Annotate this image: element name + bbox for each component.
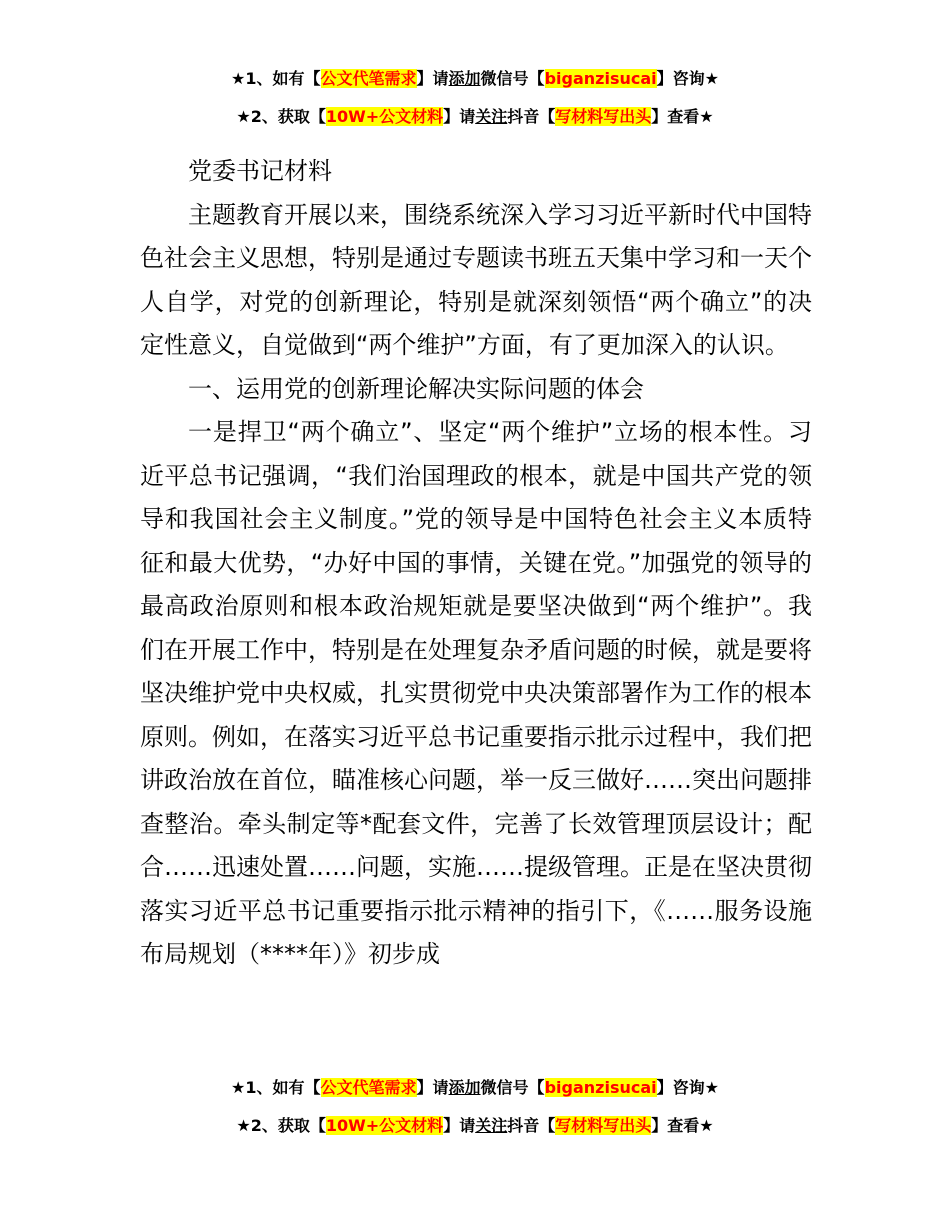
promo-text: 】请 — [443, 1116, 476, 1135]
promo-underlined: 添加 — [448, 69, 481, 88]
section-heading: 一、运用党的创新理论解决实际问题的体会 — [188, 374, 644, 403]
promo-text: 】请 — [443, 107, 476, 126]
document-title: 党委书记材料 — [188, 157, 332, 185]
promo-underlined: 关注 — [475, 1116, 508, 1135]
promo-text: 抖音【 — [507, 1116, 556, 1135]
header-promo-line-2 — [0, 107, 950, 127]
footer-promo-line-2 — [0, 1116, 950, 1136]
promo-highlight: biganzisucai — [544, 69, 657, 88]
promo-highlight: 公文代笔需求 — [320, 69, 417, 88]
promo-highlight: biganzisucai — [544, 1078, 657, 1097]
promo-text: 微信号【 — [480, 1078, 545, 1097]
promo-prefix: ★1、如有【 — [231, 69, 321, 88]
promo-suffix: 】查看★ — [651, 107, 714, 126]
promo-highlight: 写材料写出头 — [555, 107, 652, 126]
intro-paragraph: 主题教育开展以来，围绕系统深入学习习近平新时代中国特色社会主义思想，特别是通过专题读书班五天集中学习和一天个人自学，对党的创新理论，特别是就深刻领悟“两个确立”的决定性意义，自觉做到“两个维护”方面，有了更加深入的认识。 — [140, 200, 812, 359]
promo-text: 】请 — [416, 1078, 449, 1097]
promo-underlined: 关注 — [475, 107, 508, 126]
promo-text: 微信号【 — [480, 69, 545, 88]
body-paragraph: 一是捍卫“两个确立”、坚定“两个维护”立场的根本性。习近平总书记强调，“我们治国理政的根本，就是中国共产党的领导和我国社会主义制度。”党的领导是中国特色社会主义本质特征和最大优势，“办好中国的事情，关键在党。”加强党的领导的最高政治原则和根本政治规矩就是要坚决做到“两个维护”。我们在开展工作中，特别是在处理复杂矛盾问题的时候，就是要将坚决维护党中央权威，扎实贯彻党中央决策部署作为工作的根本原则。例如，在落实习近平总书记重要指示批示过程中，我们把讲政治放在首位，瞄准核心问题，举一反三做好……突出问题排查整治。牵头制定等*配套文件，完善了长效管理顶层设计；配合……迅速处置……问题，实施……提级管理。正是在坚决贯彻落实习近平总书记重要指示批示精神的指引下，《……服务设施布局规划（****年）》初步成 — [140, 418, 812, 968]
promo-highlight: 写材料写出头 — [555, 1116, 652, 1135]
promo-underlined: 添加 — [448, 1078, 481, 1097]
promo-prefix: ★2、获取【 — [236, 107, 326, 126]
promo-suffix: 】咨询★ — [656, 1078, 719, 1097]
promo-suffix: 】查看★ — [651, 1116, 714, 1135]
header-promo-line-1 — [0, 69, 950, 89]
document-body — [140, 150, 812, 977]
promo-highlight: 10W+公文材料 — [325, 1116, 444, 1135]
promo-highlight: 10W+公文材料 — [325, 107, 444, 126]
promo-text: 抖音【 — [507, 107, 556, 126]
promo-highlight: 公文代笔需求 — [320, 1078, 417, 1097]
promo-prefix: ★1、如有【 — [231, 1078, 321, 1097]
footer-promo-line-1 — [0, 1078, 950, 1098]
promo-text: 】请 — [416, 69, 449, 88]
promo-suffix: 】咨询★ — [656, 69, 719, 88]
promo-prefix: ★2、获取【 — [236, 1116, 326, 1135]
